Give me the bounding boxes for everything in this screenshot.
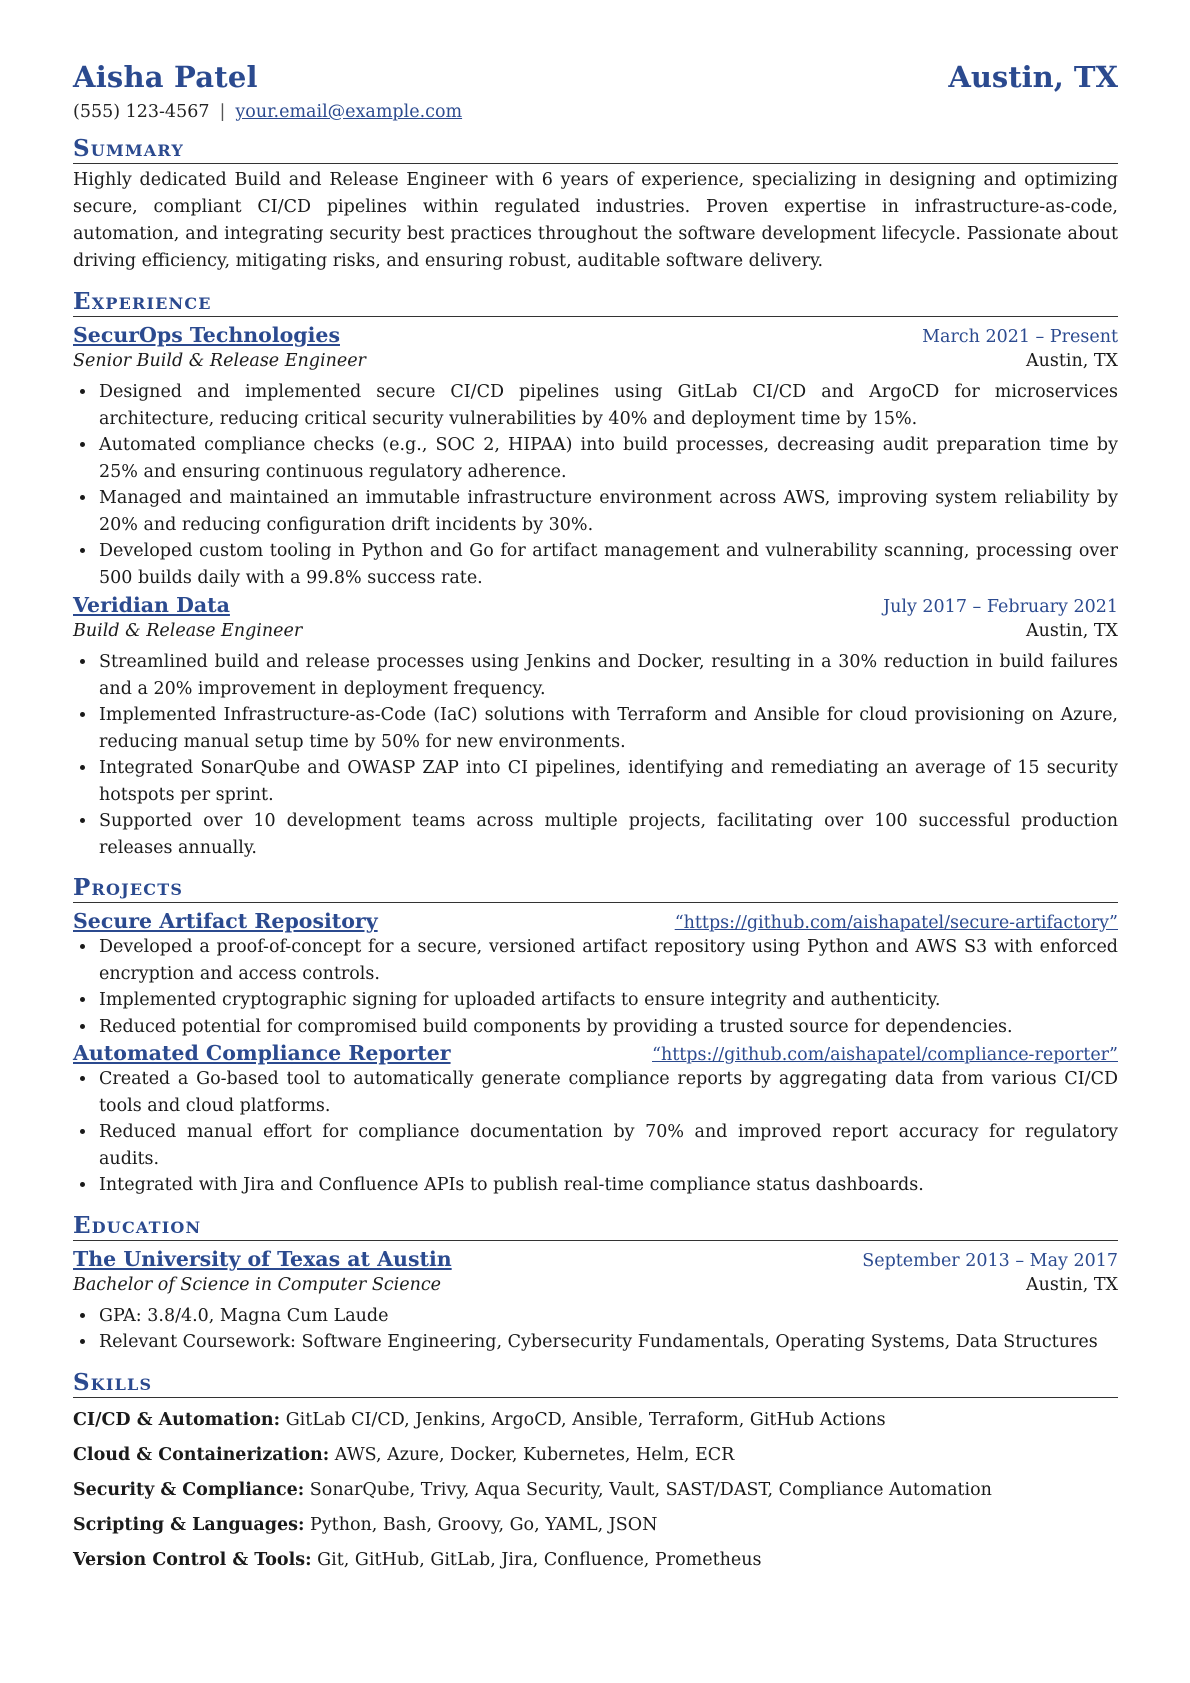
- candidate-name: Aisha Patel: [73, 60, 258, 94]
- bullet-item: • Managed and maintained an immutable infrastructure environment across AWS, improving system reliability by 20% and reducing configuration drift incidents by 30%.: [97, 485, 1118, 538]
- bullet-item: • Reduced manual effort for compliance documentation by 70% and improved report accuracy for regulatory audits.: [97, 1119, 1118, 1172]
- project-link[interactable]: “https://github.com/aishapatel/secure-artifactory”: [674, 913, 1118, 933]
- job-bullets: [73, 649, 1118, 861]
- section-heading-projects: [73, 874, 1118, 903]
- bullet-item: • Developed a proof-of-concept for a secure, versioned artifact repository using Python and AWS S3 with enforced encryption and access controls.: [97, 934, 1118, 987]
- skill-value: Python, Bash, Groovy, Go, YAML, JSON: [310, 1514, 658, 1535]
- summary-heading: Summary: [73, 135, 185, 162]
- skill-row: [73, 1477, 1118, 1503]
- skill-row: [73, 1442, 1118, 1468]
- bullet-item: • GPA: 3.8/4.0, Magna Cum Laude: [97, 1303, 1118, 1330]
- resume-header: [73, 60, 1118, 94]
- bullet-item: • Streamlined build and release processes using Jenkins and Docker, resulting in a 30% reduction in build failures and a 20% improvement in deployment frequency.: [97, 649, 1118, 702]
- degree: Bachelor of Science in Computer Science: [73, 1274, 442, 1295]
- skill-value: SonarQube, Trivy, Aqua Security, Vault, SAST/DAST, Compliance Automation: [309, 1479, 992, 1500]
- phone-number: (555) 123-4567: [73, 102, 210, 122]
- skill-row: [73, 1512, 1118, 1538]
- bullet-item: • Integrated with Jira and Confluence APIs to publish real-time compliance status dashboards.: [97, 1172, 1118, 1199]
- skill-label: Scripting & Languages:: [73, 1514, 305, 1535]
- skills-list: [73, 1407, 1118, 1573]
- skill-label: Security & Compliance:: [73, 1479, 305, 1500]
- experience-heading: Experience: [73, 288, 212, 315]
- project-name[interactable]: Automated Compliance Reporter: [73, 1041, 451, 1065]
- skill-label: CI/CD & Automation:: [73, 1409, 281, 1430]
- school-link[interactable]: The University of Texas at Austin: [73, 1246, 452, 1271]
- job-location: Austin, TX: [1025, 621, 1118, 641]
- job-entry: [73, 593, 1118, 861]
- section-heading-summary: [73, 135, 1118, 164]
- job-title: Senior Build & Release Engineer: [73, 351, 366, 371]
- job-location: Austin, TX: [1025, 351, 1118, 371]
- job-bullets: [73, 379, 1118, 591]
- bullet-item: • Implemented cryptographic signing for uploaded artifacts to ensure integrity and authenticity.: [97, 987, 1118, 1014]
- bullet-item: • Designed and implemented secure CI/CD pipelines using GitLab CI/CD and ArgoCD for microservices architecture, reducing critical security vulnerabilities by 40% and deployment time by 15%.: [97, 379, 1118, 432]
- job-entry: [73, 323, 1118, 591]
- job-dates: July 2017 – February 2021: [883, 597, 1118, 617]
- education-dates: September 2013 – May 2017: [862, 1250, 1118, 1271]
- bullet-item: • Implemented Infrastructure-as-Code (IaC) solutions with Terraform and Ansible for cloud provisioning on Azure, reducing manual setup time by 50% for new environments.: [97, 702, 1118, 755]
- projects-heading: Projects: [73, 874, 184, 901]
- project-link[interactable]: “https://github.com/aishapatel/compliance-reporter”: [652, 1045, 1118, 1065]
- bullet-item: • Relevant Coursework: Software Engineering, Cybersecurity Fundamentals, Operating Systems, Data Structures: [97, 1329, 1118, 1356]
- company-link[interactable]: SecurOps Technologies: [73, 323, 340, 347]
- skills-heading: Skills: [73, 1368, 153, 1396]
- skill-row: [73, 1407, 1118, 1433]
- section-heading-skills: [73, 1369, 1118, 1398]
- email-link[interactable]: your.email@example.com: [235, 102, 463, 122]
- project-entry: [73, 909, 1118, 1040]
- education-bullets: [73, 1303, 1118, 1356]
- contact-separator: |: [219, 102, 226, 122]
- candidate-location: Austin, TX: [948, 60, 1118, 94]
- education-location: Austin, TX: [1025, 1274, 1118, 1295]
- project-bullets: [73, 934, 1118, 1040]
- bullet-item: • Reduced potential for compromised build components by providing a trusted source for dependencies.: [97, 1014, 1118, 1041]
- bullet-item: • Automated compliance checks (e.g., SOC 2, HIPAA) into build processes, decreasing audit preparation time by 25% and ensuring continuous regulatory adherence.: [97, 432, 1118, 485]
- bullet-item: • Created a Go-based tool to automatically generate compliance reports by aggregating data from various CI/CD tools and cloud platforms.: [97, 1066, 1118, 1119]
- job-title: Build & Release Engineer: [73, 621, 303, 641]
- bullet-item: • Supported over 10 development teams across multiple projects, facilitating over 100 successful production releases annually.: [97, 808, 1118, 861]
- company-link[interactable]: Veridian Data: [73, 593, 230, 617]
- contact-line: [73, 102, 1118, 122]
- skill-label: Cloud & Containerization:: [73, 1444, 330, 1465]
- summary-text: Highly dedicated Build and Release Engineer with 6 years of experience, specializing in designing and optimizing secure, compliant CI/CD pipelines within regulated industries. Proven expertise in infrastructure-as-code, automation, and integrating security best practices throughout the software development lifecycle. Passionate about driving efficiency, mitigating risks, and ensuring robust, auditable software delivery.: [73, 170, 1118, 271]
- skill-row: [73, 1547, 1118, 1573]
- bullet-item: • Integrated SonarQube and OWASP ZAP into CI pipelines, identifying and remediating an average of 15 security hotspots per sprint.: [97, 755, 1118, 808]
- bullet-item: • Developed custom tooling in Python and Go for artifact management and vulnerability scanning, processing over 500 builds daily with a 99.8% success rate.: [97, 538, 1118, 591]
- project-entry: [73, 1041, 1118, 1199]
- project-name[interactable]: Secure Artifact Repository: [73, 909, 378, 933]
- skill-value: Git, GitHub, GitLab, Jira, Confluence, Prometheus: [317, 1549, 762, 1570]
- project-bullets: [73, 1066, 1118, 1199]
- education-entry: [73, 1247, 1118, 1356]
- section-heading-experience: [73, 288, 1118, 317]
- section-heading-education: [73, 1212, 1118, 1241]
- education-heading: Education: [73, 1211, 202, 1239]
- skill-label: Version Control & Tools:: [73, 1549, 312, 1570]
- job-dates: March 2021 – Present: [922, 327, 1118, 347]
- skill-value: AWS, Azure, Docker, Kubernetes, Helm, ECR: [334, 1444, 735, 1465]
- skill-value: GitLab CI/CD, Jenkins, ArgoCD, Ansible, Terraform, GitHub Actions: [285, 1409, 886, 1430]
